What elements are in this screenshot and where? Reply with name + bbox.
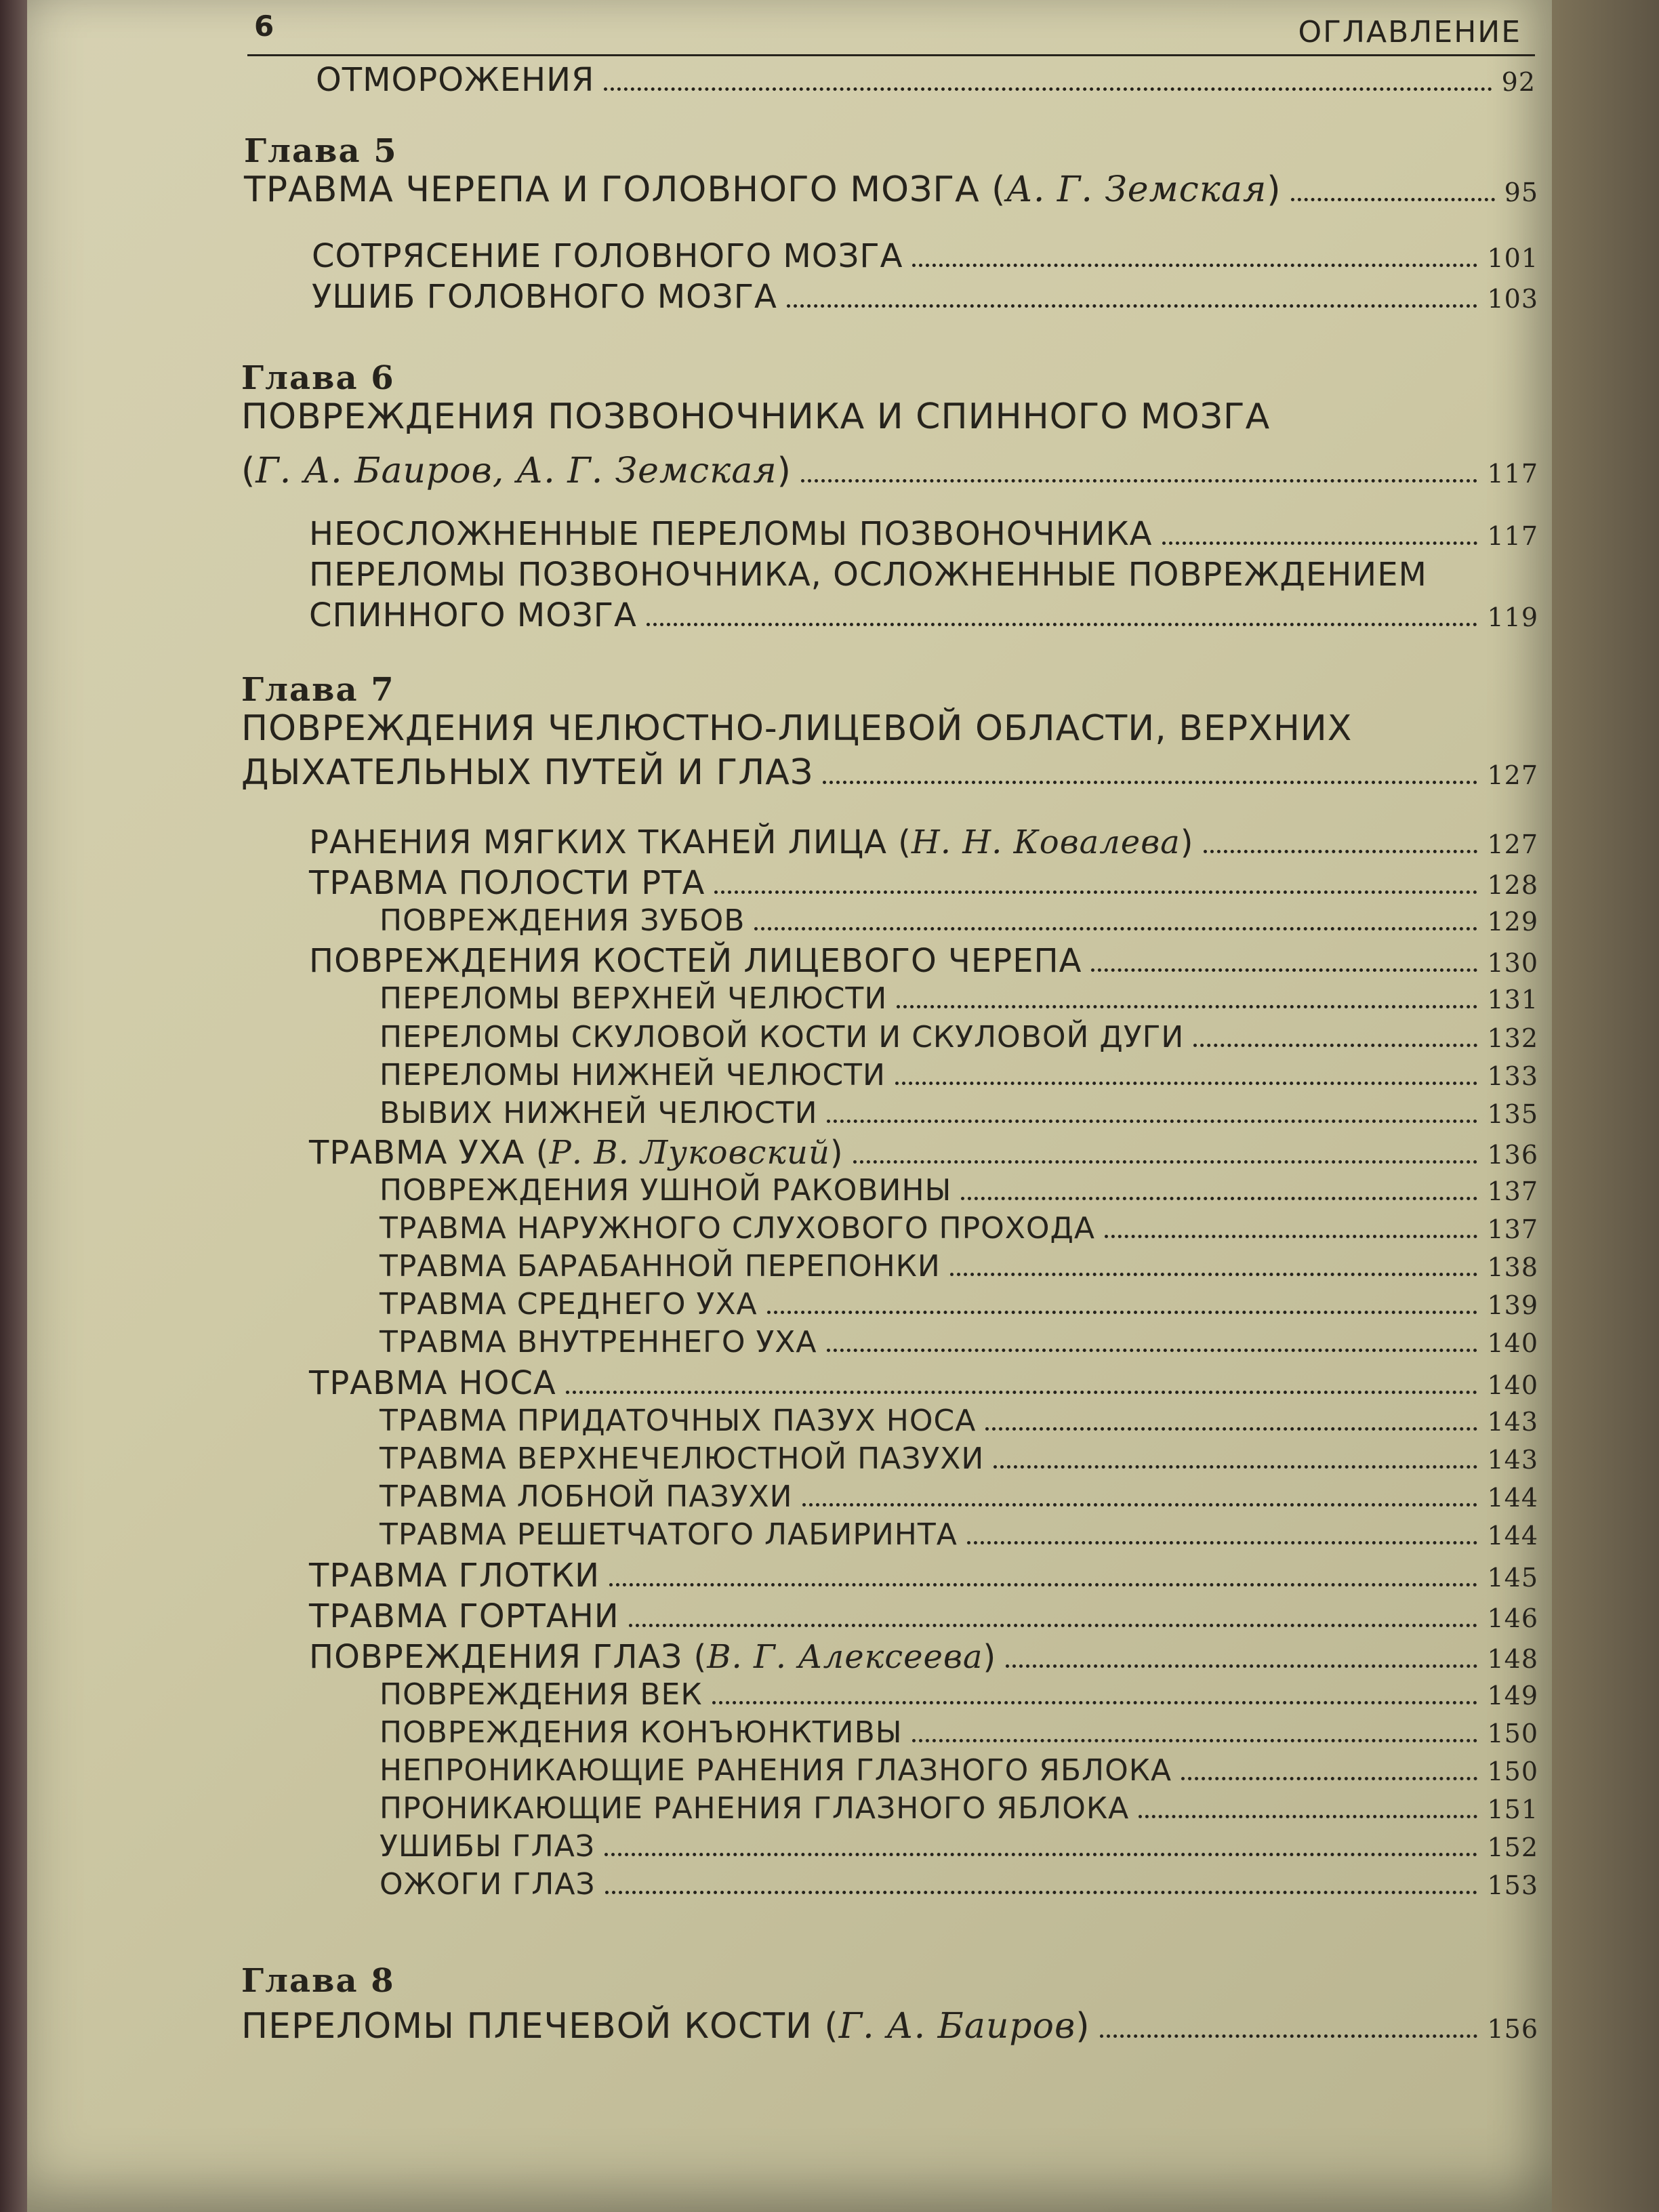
leader-dots bbox=[1100, 2034, 1478, 2038]
toc-entry-page: 137 bbox=[1487, 1214, 1538, 1244]
toc-entry-title: ТРАВМА БАРАБАННОЙ ПЕРЕПОНКИ bbox=[380, 1249, 941, 1284]
toc-entry-page: 133 bbox=[1487, 1061, 1538, 1091]
toc-entry-page: 140 bbox=[1487, 1328, 1538, 1358]
chapter-title: ПОВРЕЖДЕНИЯ ПОЗВОНОЧНИКА И СПИННОГО МОЗГА bbox=[241, 396, 1271, 437]
toc-entry-title: ПОВРЕЖДЕНИЯ ЗУБОВ bbox=[380, 903, 745, 938]
toc-entry-page: 127 bbox=[1487, 830, 1538, 859]
leader-dots bbox=[787, 304, 1478, 308]
toc-entry: СПИННОГО МОЗГА 119 bbox=[309, 596, 1538, 634]
chapter-label: Глава 6 bbox=[241, 359, 395, 397]
toc-entry-title: ПЕРЕЛОМЫ НИЖНЕЙ ЧЕЛЮСТИ bbox=[380, 1058, 886, 1092]
author: А. Г. Земская bbox=[1006, 169, 1267, 210]
toc-subsection-entry bbox=[380, 981, 1538, 1016]
leader-dots bbox=[994, 1465, 1477, 1469]
toc-entry-page: 132 bbox=[1487, 1023, 1538, 1053]
background-left bbox=[0, 0, 27, 2212]
toc-entry-title: ВЫВИХ НИЖНЕЙ ЧЕЛЮСТИ bbox=[380, 1096, 818, 1130]
leader-dots bbox=[802, 1502, 1478, 1507]
author: В. Г. Алексеева bbox=[707, 1638, 983, 1676]
toc-entry-page: 148 bbox=[1487, 1644, 1538, 1674]
toc-entry-title: ПОВРЕЖДЕНИЯ ВЕК bbox=[380, 1677, 703, 1712]
toc-section-entry bbox=[309, 942, 1538, 980]
leader-dots bbox=[1139, 1814, 1477, 1818]
toc-subsection-entry bbox=[380, 1287, 1538, 1322]
toc-entry-title: ПРОНИКАЮЩИЕ РАНЕНИЯ ГЛАЗНОГО ЯБЛОКА bbox=[380, 1791, 1130, 1826]
running-title: ОГЛАВЛЕНИЕ bbox=[1298, 15, 1521, 49]
chapter-title: ДЫХАТЕЛЬНЫХ ПУТЕЙ И ГЛАЗ 127 bbox=[241, 752, 1538, 793]
toc-subsection-entry bbox=[380, 1404, 1538, 1438]
leader-dots bbox=[604, 87, 1492, 91]
toc-subsection-entry bbox=[380, 1173, 1538, 1208]
chapter-label: Глава 7 bbox=[241, 671, 395, 709]
toc-entry-title: ПОВРЕЖДЕНИЯ КОСТЕЙ ЛИЦЕВОГО ЧЕРЕПА bbox=[309, 942, 1082, 980]
toc-entry-title: ТРАВМА УХА (Р. В. Луковский) bbox=[309, 1134, 844, 1172]
leader-dots bbox=[712, 1700, 1478, 1704]
toc-entry-page: 144 bbox=[1487, 1521, 1538, 1551]
toc-subsection-entry bbox=[380, 1249, 1538, 1284]
leader-dots bbox=[912, 1738, 1478, 1742]
toc-entry-title: ТРАВМА ПРИДАТОЧНЫХ ПАЗУХ НОСА bbox=[380, 1404, 977, 1438]
toc-entry-title: ОТМОРОЖЕНИЯ bbox=[316, 61, 595, 99]
leader-dots bbox=[1193, 1043, 1477, 1047]
toc-entry-page: 149 bbox=[1487, 1681, 1538, 1711]
chapter-authors: (Г. А. Баиров, А. Г. Земская) 117 bbox=[241, 451, 1538, 491]
toc-entry-page: 95 bbox=[1504, 178, 1538, 207]
toc-entry-page: 128 bbox=[1487, 870, 1538, 900]
toc-section-entry bbox=[309, 1134, 1538, 1172]
toc-entry-title: ТРАВМА ГОРТАНИ bbox=[309, 1597, 619, 1635]
chapter-label: Глава 8 bbox=[241, 1962, 395, 2000]
author: Р. В. Луковский bbox=[549, 1134, 830, 1172]
toc-subsection-entry bbox=[380, 1325, 1538, 1359]
leader-dots bbox=[1291, 197, 1495, 201]
toc-entry-page: 139 bbox=[1487, 1290, 1538, 1320]
toc-entry-page: 145 bbox=[1487, 1563, 1538, 1593]
toc-section-entry bbox=[309, 1364, 1538, 1402]
toc-subsection-entry bbox=[380, 1096, 1538, 1130]
leader-dots bbox=[961, 1196, 1477, 1200]
toc-entry-page: 152 bbox=[1487, 1832, 1538, 1862]
leader-dots bbox=[1006, 1664, 1477, 1668]
toc-entry: СОТРЯСЕНИЕ ГОЛОВНОГО МОЗГА 101 bbox=[312, 237, 1538, 275]
leader-dots bbox=[1091, 968, 1477, 972]
toc-entry-page: 140 bbox=[1487, 1370, 1538, 1400]
toc-subsection-entry bbox=[380, 903, 1538, 938]
book-page bbox=[27, 0, 1552, 2212]
toc-entry-page: 129 bbox=[1487, 907, 1538, 937]
toc-section-entry bbox=[309, 1597, 1538, 1635]
toc-subsection-entry bbox=[380, 1441, 1538, 1476]
author: Г. А. Баиров bbox=[838, 2006, 1076, 2047]
leader-dots bbox=[985, 1427, 1477, 1431]
toc-entry-line: ПЕРЕЛОМЫ ПОЗВОНОЧНИКА, ОСЛОЖНЕННЫЕ ПОВРЕЖДЕНИЕМ bbox=[309, 556, 1427, 594]
toc-section-entry bbox=[309, 1557, 1538, 1595]
toc-entry-page: 146 bbox=[1487, 1603, 1538, 1633]
chapter-title: ПЕРЕЛОМЫ ПЛЕЧЕВОЙ КОСТИ (Г. А. Баиров) 156 bbox=[241, 2006, 1538, 2047]
toc-entry-page: 92 bbox=[1501, 67, 1536, 97]
leader-dots bbox=[827, 1119, 1477, 1123]
toc-entry-title: РАНЕНИЯ МЯГКИХ ТКАНЕЙ ЛИЦА (Н. Н. Ковалева) bbox=[309, 823, 1194, 861]
toc-entry-page: 135 bbox=[1487, 1099, 1538, 1129]
toc-entry-page: 143 bbox=[1487, 1407, 1538, 1437]
toc-entry-title: ТРАВМА ГЛОТКИ bbox=[309, 1557, 600, 1595]
leader-dots bbox=[647, 622, 1478, 626]
toc-entry-page: 130 bbox=[1487, 948, 1538, 978]
toc-entry-page: 150 bbox=[1487, 1719, 1538, 1748]
toc-entry-page: 138 bbox=[1487, 1252, 1538, 1282]
toc-entry: УШИБ ГОЛОВНОГО МОЗГА 103 bbox=[312, 278, 1538, 316]
chapter-label: Глава 5 bbox=[244, 132, 398, 170]
toc-subsection-entry bbox=[380, 1829, 1538, 1864]
toc-entry-page: 153 bbox=[1487, 1870, 1538, 1900]
toc-entry-title: ТРАВМА ПОЛОСТИ РТА bbox=[309, 864, 705, 902]
toc-entry-title: ТРАВМА НОСА bbox=[309, 1364, 556, 1402]
toc-section-entry bbox=[309, 864, 1538, 902]
toc-subsection-entry bbox=[380, 1020, 1538, 1054]
leader-dots bbox=[609, 1582, 1477, 1586]
leader-dots bbox=[823, 780, 1477, 784]
toc-entry-page: 131 bbox=[1487, 985, 1538, 1015]
toc-entry bbox=[316, 61, 1536, 99]
leader-dots bbox=[754, 926, 1477, 930]
leader-dots bbox=[629, 1623, 1478, 1627]
leader-dots bbox=[912, 263, 1477, 267]
toc-entry-page: 144 bbox=[1487, 1483, 1538, 1513]
toc-entry-title: ТРАВМА СРЕДНЕГО УХА bbox=[380, 1287, 758, 1322]
toc-entry-page: 136 bbox=[1487, 1140, 1538, 1170]
toc-entry-page: 151 bbox=[1487, 1795, 1538, 1824]
toc-entry-title: ОЖОГИ ГЛАЗ bbox=[380, 1867, 596, 1902]
toc-entry-page: 137 bbox=[1487, 1176, 1538, 1206]
leader-dots bbox=[714, 890, 1477, 894]
toc-entry-title: ПОВРЕЖДЕНИЯ УШНОЙ РАКОВИНЫ bbox=[380, 1173, 952, 1208]
toc-entry-title: ТРАВМА РЕШЕТЧАТОГО ЛАБИРИНТА bbox=[380, 1517, 958, 1552]
toc-subsection-entry bbox=[380, 1715, 1538, 1750]
toc-entry-title: ТРАВМА ВНУТРЕННЕГО УХА bbox=[380, 1325, 817, 1359]
leader-dots bbox=[950, 1272, 1478, 1276]
chapter-title: ТРАВМА ЧЕРЕПА И ГОЛОВНОГО МОЗГА (А. Г. Земская) 95 bbox=[244, 169, 1538, 210]
toc-entry-title: ТРАВМА НАРУЖНОГО СЛУХОВОГО ПРОХОДА bbox=[380, 1211, 1096, 1246]
toc-subsection-entry bbox=[380, 1211, 1538, 1246]
leader-dots bbox=[967, 1540, 1478, 1544]
leader-dots bbox=[897, 1004, 1477, 1008]
toc-entry-title: ПЕРЕЛОМЫ ВЕРХНЕЙ ЧЕЛЮСТИ bbox=[380, 981, 888, 1016]
leader-dots bbox=[605, 1890, 1478, 1894]
author: Г. А. Баиров, А. Г. Земская bbox=[255, 451, 777, 491]
background-right bbox=[1551, 0, 1659, 2212]
author: Н. Н. Ковалева bbox=[911, 823, 1181, 861]
page-number: 6 bbox=[254, 9, 274, 43]
leader-dots bbox=[605, 1852, 1477, 1856]
toc-subsection-entry bbox=[380, 1058, 1538, 1092]
toc-entry-title: ПОВРЕЖДЕНИЯ КОНЪЮНКТИВЫ bbox=[380, 1715, 903, 1750]
leader-dots bbox=[1204, 849, 1478, 853]
toc-entry-title: НЕПРОНИКАЮЩИЕ РАНЕНИЯ ГЛАЗНОГО ЯБЛОКА bbox=[380, 1753, 1172, 1788]
toc-entry-title: ТРАВМА ВЕРХНЕЧЕЛЮСТНОЙ ПАЗУХИ bbox=[380, 1441, 985, 1476]
toc-entry-title: УШИБЫ ГЛАЗ bbox=[380, 1829, 595, 1864]
toc-entry-title: ПОВРЕЖДЕНИЯ ГЛАЗ (В. Г. Алексеева) bbox=[309, 1638, 997, 1676]
toc-section-entry bbox=[309, 1638, 1538, 1676]
leader-dots bbox=[895, 1081, 1478, 1085]
toc-subsection-entry bbox=[380, 1517, 1538, 1552]
toc-subsection-entry bbox=[380, 1791, 1538, 1826]
leader-dots bbox=[1105, 1234, 1477, 1238]
toc-entry-page: 143 bbox=[1487, 1445, 1538, 1475]
toc-section-entry bbox=[309, 823, 1538, 861]
leader-dots bbox=[801, 478, 1478, 483]
leader-dots bbox=[1162, 541, 1478, 545]
leader-dots bbox=[827, 1348, 1478, 1352]
leader-dots bbox=[853, 1160, 1478, 1164]
toc-subsection-entry bbox=[380, 1867, 1538, 1902]
running-header bbox=[247, 5, 1535, 56]
toc-entry-page: 150 bbox=[1487, 1757, 1538, 1786]
toc-entry-title: ТРАВМА ЛОБНОЙ ПАЗУХИ bbox=[380, 1479, 793, 1514]
toc-entry: НЕОСЛОЖНЕННЫЕ ПЕРЕЛОМЫ ПОЗВОНОЧНИКА 117 bbox=[309, 515, 1538, 553]
leader-dots bbox=[767, 1310, 1478, 1314]
leader-dots bbox=[1181, 1776, 1477, 1780]
toc-subsection-entry bbox=[380, 1479, 1538, 1514]
toc-subsection-entry bbox=[380, 1677, 1538, 1712]
toc-subsection-entry bbox=[380, 1753, 1538, 1788]
toc-entry-title: ПЕРЕЛОМЫ СКУЛОВОЙ КОСТИ И СКУЛОВОЙ ДУГИ bbox=[380, 1020, 1185, 1054]
leader-dots bbox=[566, 1390, 1478, 1394]
chapter-title: ПОВРЕЖДЕНИЯ ЧЕЛЮСТНО-ЛИЦЕВОЙ ОБЛАСТИ, ВЕРХНИХ bbox=[241, 708, 1353, 749]
